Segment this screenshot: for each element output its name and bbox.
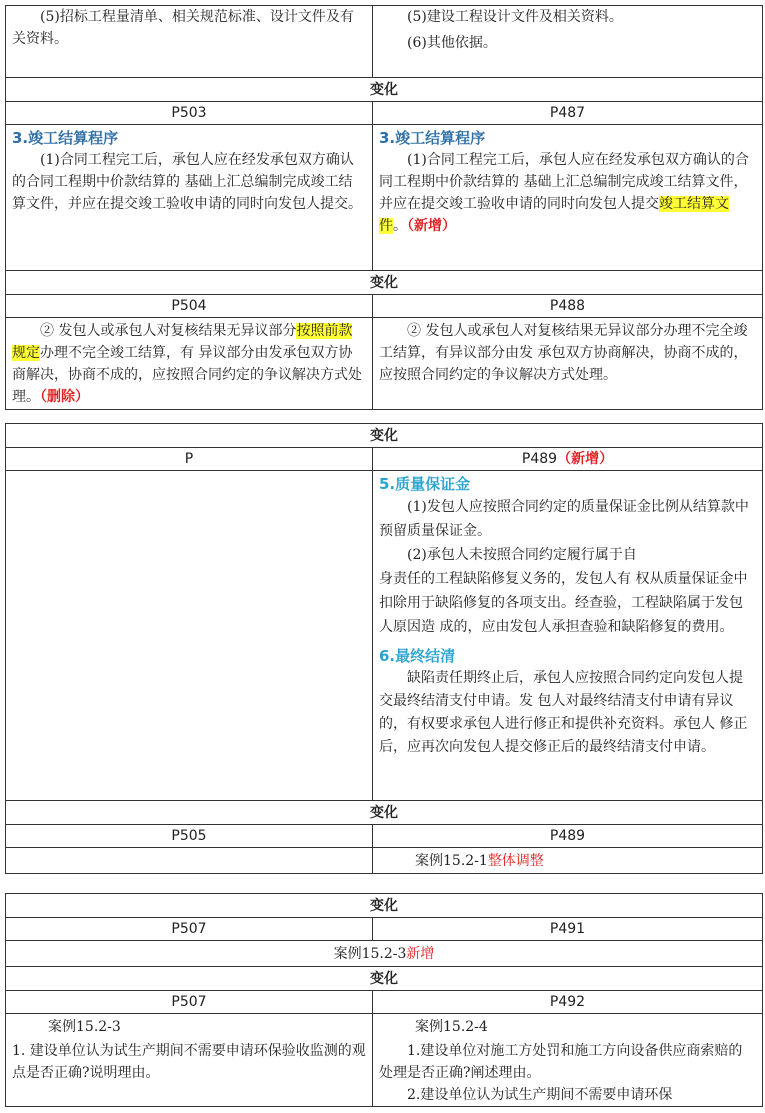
section3-right-cell — [373, 125, 763, 271]
row1-right-cell — [373, 6, 763, 78]
settlement-left-b: 办理不完全竣工结算，有 异议部分由发承包双方协商解决，协商不成的，应按照合同约定的争议解决方式处理。 — [12, 345, 362, 405]
case-left-empty — [6, 848, 373, 874]
left-question-1: 1. 建设单位认为试生产期间不需要申请环保验收监测的观点是否正确?说明理由。 — [12, 1043, 366, 1081]
section5-para1: (1)发包人应按照合同约定的质量保证金比例从结算款中预留质量保证金。 — [379, 499, 749, 539]
section3-body-left: (1)合同工程完工后，承包人应在经发承包双方确认的合同工程期中价款结算的 基础上汇总编制完成竣工结算文件，并应在提交竣工验收申请的同时向发包人提交。 — [12, 152, 362, 212]
page-ref-right: P489 — [373, 825, 763, 848]
page-ref-left: P505 — [6, 825, 373, 848]
page-ref-left: P504 — [6, 295, 373, 318]
overall-adjust-tag: 整体调整 — [487, 852, 544, 869]
section5-para2b: 身责任的工程缺陷修复义务的，发包人有 权从质量保证金中扣除用于缺陷修复的各项支出。经查验，工程缺陷属于发包人原因造 成的，应由发包人承担查验和缺陷修复的费用。 — [379, 571, 748, 635]
case-ref — [379, 850, 756, 872]
empty-left-cell — [6, 471, 373, 801]
case-ref-row — [6, 941, 763, 967]
settlement-right-text: ② 发包人或承包人对复核结果无异议部分办理不完全竣工结算，有异议部分由发 承包双方协商解决，协商不成的，应按照合同约定的争议解决方式处理。 — [379, 323, 748, 383]
added-tag: （新增） — [407, 218, 456, 234]
added-tag: 新增 — [406, 945, 435, 962]
added-tag: （新增） — [557, 451, 614, 467]
comparison-table-1 — [5, 5, 763, 410]
settlement-left-cell — [6, 318, 373, 410]
settlement-right-cell — [373, 318, 763, 410]
comparison-table-2 — [5, 423, 763, 874]
page-ref-left: P503 — [6, 102, 373, 125]
deleted-tag: （删除） — [40, 389, 89, 405]
quality-deposit-cell — [373, 471, 763, 801]
section3-left-cell — [6, 125, 373, 271]
section6-body: 缺陷责任期终止后，承包人应按照合同约定向发包人提交最终结清支付申请。发 包人对最终结清支付申请有异议的，有权要求承包人进行修正和提供补充资料。承包人 修正后，应再次向发包人提交修正后的最终结清支付申请。 — [379, 670, 748, 755]
change-header: 变化 — [6, 78, 763, 102]
change-header: 变化 — [6, 967, 763, 991]
change-header: 变化 — [6, 894, 763, 918]
change-header: 变化 — [6, 271, 763, 295]
change-header: 变化 — [6, 801, 763, 825]
case-id: 案例15.2-1 — [415, 852, 488, 869]
page-ref-left: P507 — [6, 991, 373, 1014]
section6-title: 6.最终结清 — [379, 647, 456, 665]
page-ref-right — [373, 448, 763, 471]
highlight-settlement-file: 竣工结算文件 — [379, 196, 729, 234]
right-question-1: 1.建设单位对施工方处罚和施工方向设备供应商索赔的处理是否正确?阐述理由。 — [379, 1043, 743, 1081]
page-ref-right: P492 — [373, 991, 763, 1014]
section3-body-right-text: (1)合同工程完工后，承包人应在经发承包双方确认的合同工程期中价款结算的 基础上汇总编制完成竣工结算文件，并应在提交竣工验收申请的同时向发包人提交 — [379, 152, 749, 212]
section3-title-left: 3.竣工结算程序 — [12, 129, 119, 147]
section3-title-right: 3.竣工结算程序 — [379, 129, 486, 147]
basis-item-right-6: (6)其他依据。 — [407, 35, 497, 51]
basis-item-left: (5)招标工程量清单、相关规范标准、设计文件及有关资料。 — [12, 9, 354, 47]
section3-body-right-end: 。 — [393, 218, 407, 234]
comparison-table-3 — [5, 893, 763, 1107]
right-question-2: 2.建设单位认为试生产期间不需要申请环保 — [407, 1087, 673, 1103]
section3-body-right — [379, 149, 756, 237]
case-right-cell — [373, 848, 763, 874]
right-case-id: 案例15.2-4 — [415, 1019, 488, 1035]
page-ref-right: P488 — [373, 295, 763, 318]
highlight-prior-clause: 按照前款规定 — [12, 323, 353, 361]
settlement-left-a: ② 发包人或承包人对复核结果无异议部分 — [40, 323, 297, 339]
change-header: 变化 — [6, 424, 763, 448]
case-right-cell — [373, 1014, 763, 1107]
section5-para2a: (2)承包人未按照合同约定履行属于自 — [407, 547, 637, 563]
page-ref-left: P507 — [6, 918, 373, 941]
settlement-left-text — [12, 320, 366, 408]
page-ref-right: P491 — [373, 918, 763, 941]
left-case-id: 案例15.2-3 — [48, 1019, 121, 1035]
page-ref-left: P — [6, 448, 373, 471]
case-id: 案例15.2-3 — [333, 945, 407, 962]
basis-item-right-5: (5)建设工程设计文件及相关资料。 — [407, 9, 623, 25]
section5-title: 5.质量保证金 — [379, 475, 471, 493]
page-ref-right: P487 — [373, 102, 763, 125]
row1-left-cell — [6, 6, 373, 78]
case-left-cell — [6, 1014, 373, 1107]
page-ref-right-num: P489 — [521, 451, 558, 467]
